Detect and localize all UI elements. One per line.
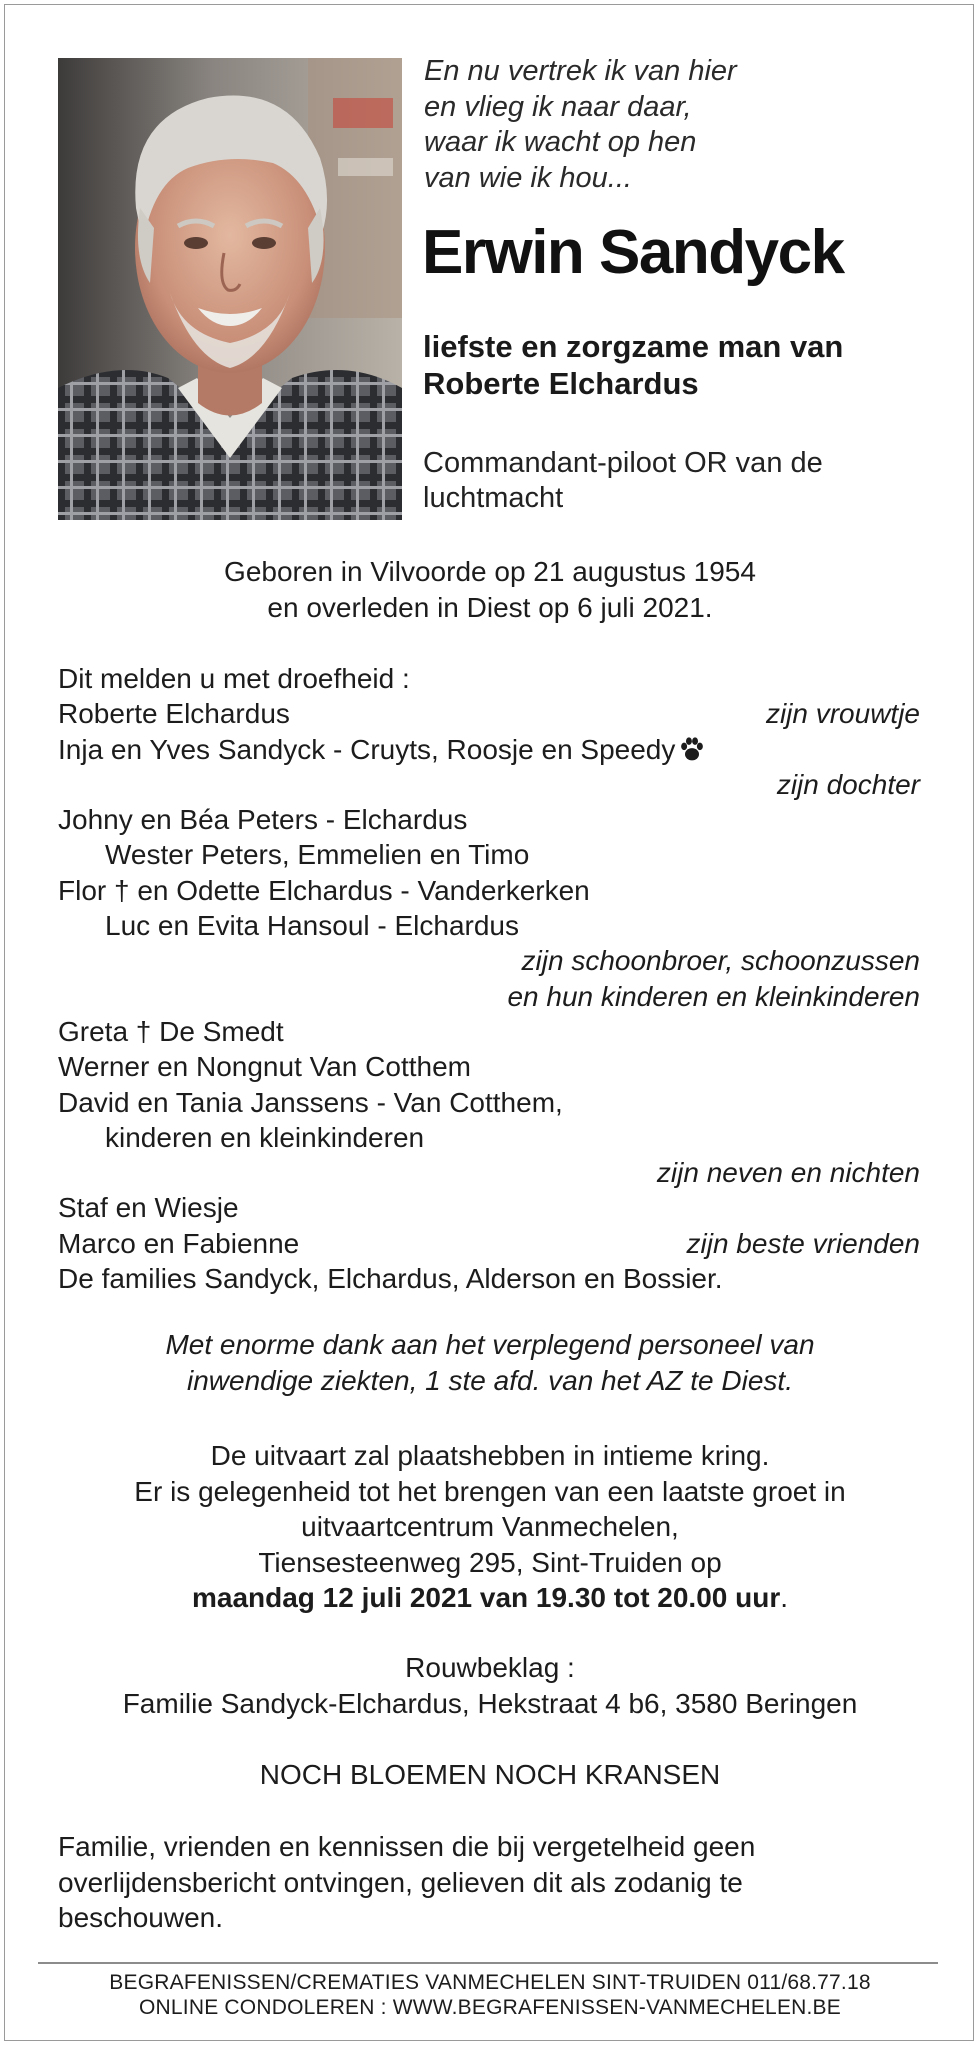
relation-label: zijn neven en nichten <box>656 1157 920 1189</box>
occupation <box>423 446 953 516</box>
footer-divider <box>38 1962 938 1964</box>
deceased-name: Erwin Sandyck <box>422 218 844 287</box>
family-member: Johny en Béa Peters - Elchardus <box>58 804 468 836</box>
no-flowers-note: NOCH BLOEMEN NOCH KRANSEN <box>259 1759 721 1790</box>
poem <box>424 54 944 196</box>
poem-line: waar ik wacht op hen <box>424 126 697 158</box>
family-intro: Dit melden u met droefheid : <box>58 663 410 694</box>
family-member: Marco en Fabienne <box>58 1227 300 1259</box>
final-note-line: overlijdensbericht ontvingen, gelieven dit als zodanig te <box>58 1866 743 1898</box>
relation-label: zijn beste vrienden <box>686 1227 920 1259</box>
occupation-line: luchtmacht <box>423 482 564 514</box>
family-member: kinderen en kleinkinderen <box>105 1121 425 1153</box>
family-list <box>58 661 920 1296</box>
spouse-line: Roberte Elchardus <box>423 366 699 401</box>
occupation-line: Commandant-piloot OR van de <box>423 447 823 479</box>
condolence-address: Familie Sandyck-Elchardus, Hekstraat 4 b6, 3580 Beringen <box>122 1687 858 1719</box>
family-member: Wester Peters, Emmelien en Timo <box>105 839 530 871</box>
birth-death-info <box>40 554 940 625</box>
family-row <box>58 1226 920 1261</box>
funeral-line: De uitvaart zal plaatshebben in intieme kring. <box>210 1440 770 1471</box>
death-line: en overleden in Diest op 6 juli 2021. <box>267 591 713 623</box>
poem-line: van wie ik hou... <box>424 161 632 194</box>
thanks-line: Met enorme dank aan het verplegend personeel van <box>165 1329 815 1360</box>
footer <box>40 1970 940 2020</box>
family-member: Werner en Nongnut Van Cotthem <box>58 1051 471 1083</box>
family-member: Greta † De Smedt <box>58 1015 284 1047</box>
spouse-line: liefste en zorgzame man van <box>423 329 844 364</box>
poem-line: en vlieg ik naar daar, <box>424 90 692 123</box>
family-member: David en Tania Janssens - Van Cotthem, <box>58 1086 563 1118</box>
footer-line: ONLINE CONDOLEREN : WWW.BEGRAFENISSEN-VANMECHELEN.BE <box>139 1996 841 2019</box>
condolence-label: Rouwbeklag : <box>405 1652 575 1683</box>
condolence-info <box>40 1650 940 1721</box>
paw-icon <box>678 735 706 763</box>
family-member: Luc en Evita Hansoul - Elchardus <box>105 910 519 942</box>
relation-label: en hun kinderen en kleinkinderen <box>507 980 920 1012</box>
footer-line: BEGRAFENISSEN/CREMATIES VANMECHELEN SINT-TRUIDEN 011/68.77.18 <box>109 1971 871 1994</box>
portrait-photo <box>58 58 402 520</box>
birth-line: Geboren in Vilvoorde op 21 augustus 1954 <box>224 556 756 587</box>
funeral-line: uitvaartcentrum Vanmechelen, <box>301 1511 679 1542</box>
funeral-line: Tiensesteenweg 295, Sint-Truiden op <box>258 1546 722 1578</box>
thanks-line: inwendige ziekten, 1 ste afd. van het AZ te Diest. <box>187 1364 793 1396</box>
spouse-description <box>423 328 953 402</box>
relation-label: zijn schoonbroer, schoonzussen <box>521 945 920 977</box>
family-member: Staf en Wiesje <box>58 1192 239 1224</box>
final-note-line: Familie, vrienden en kennissen die bij vergetelheid geen <box>58 1831 756 1862</box>
thanks-note <box>40 1327 940 1398</box>
family-member: Inja en Yves Sandyck - Cruyts, Roosje en Speedy <box>58 733 676 765</box>
relation-label: zijn dochter <box>776 768 920 800</box>
poem-line: En nu vertrek ik van hier <box>424 55 737 87</box>
funeral-date-bold: maandag 12 juli 2021 van 19.30 tot 20.00 uur <box>191 1582 781 1613</box>
family-row <box>58 732 920 767</box>
funeral-date-suffix: . <box>780 1582 789 1613</box>
final-note <box>58 1829 918 1936</box>
funeral-info <box>40 1438 940 1616</box>
final-note-line: beschouwen. <box>58 1902 224 1933</box>
family-member: Flor † en Odette Elchardus - Vanderkerken <box>58 874 590 906</box>
funeral-date <box>40 1580 940 1616</box>
funeral-line: Er is gelegenheid tot het brengen van een laatste groet in <box>134 1475 846 1507</box>
family-member: Roberte Elchardus <box>58 698 290 730</box>
family-row <box>58 696 920 731</box>
families-line: De families Sandyck, Elchardus, Alderson en Bossier. <box>58 1263 723 1295</box>
relation-label: zijn vrouwtje <box>765 698 920 730</box>
